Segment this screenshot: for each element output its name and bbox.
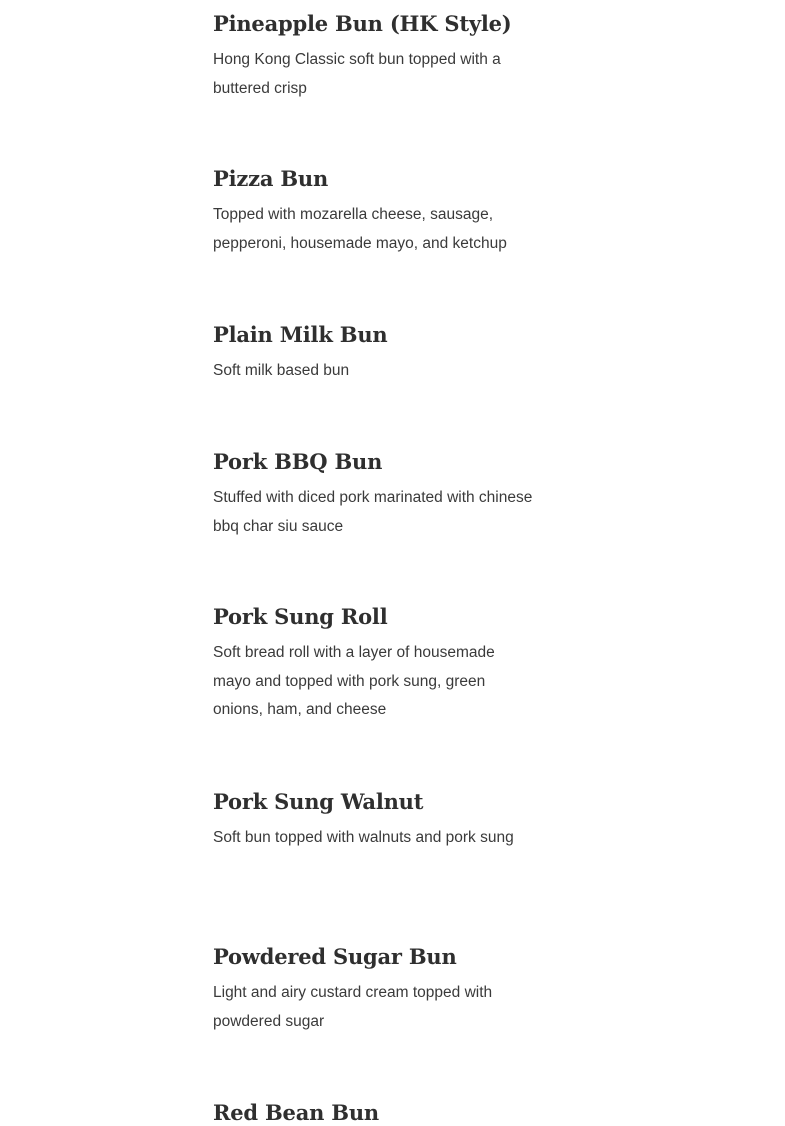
menu-item — [213, 1100, 543, 1126]
menu-item — [213, 166, 543, 258]
menu-item-description: Soft milk based bun — [213, 362, 350, 379]
menu-item-description: Hong Kong Classic soft bun topped with a buttered crisp — [213, 51, 501, 97]
menu-item-description: Stuffed with diced pork marinated with chinese bbq char siu sauce — [213, 489, 533, 535]
menu-item — [213, 604, 543, 725]
menu-item — [213, 322, 543, 386]
menu-item — [213, 449, 543, 541]
menu-item-title: Pineapple Bun (HK Style) — [213, 11, 512, 36]
menu-item-description: Light and airy custard cream topped with powdered sugar — [213, 984, 493, 1030]
menu-item-title: Pork Sung Walnut — [213, 789, 424, 814]
menu-item — [213, 789, 543, 853]
menu-item-description: Topped with mozarella cheese, sausage, pepperoni, housemade mayo, and ketchup — [213, 206, 507, 252]
menu-item-title: Pork BBQ Bun — [213, 449, 383, 474]
menu-item-title: Powdered Sugar Bun — [213, 944, 457, 969]
menu-item-title: Red Bean Bun — [213, 1100, 379, 1125]
menu-item — [213, 944, 543, 1036]
menu-item-description: Soft bread roll with a layer of housemade mayo and topped with pork sung, green onions, ham, and cheese — [213, 644, 495, 719]
menu-item-title: Pizza Bun — [213, 166, 329, 191]
menu-item-description: Soft bun topped with walnuts and pork sung — [213, 829, 514, 846]
menu-item-title: Pork Sung Roll — [213, 604, 388, 629]
menu-item — [213, 11, 543, 103]
menu-item-title: Plain Milk Bun — [213, 322, 388, 347]
